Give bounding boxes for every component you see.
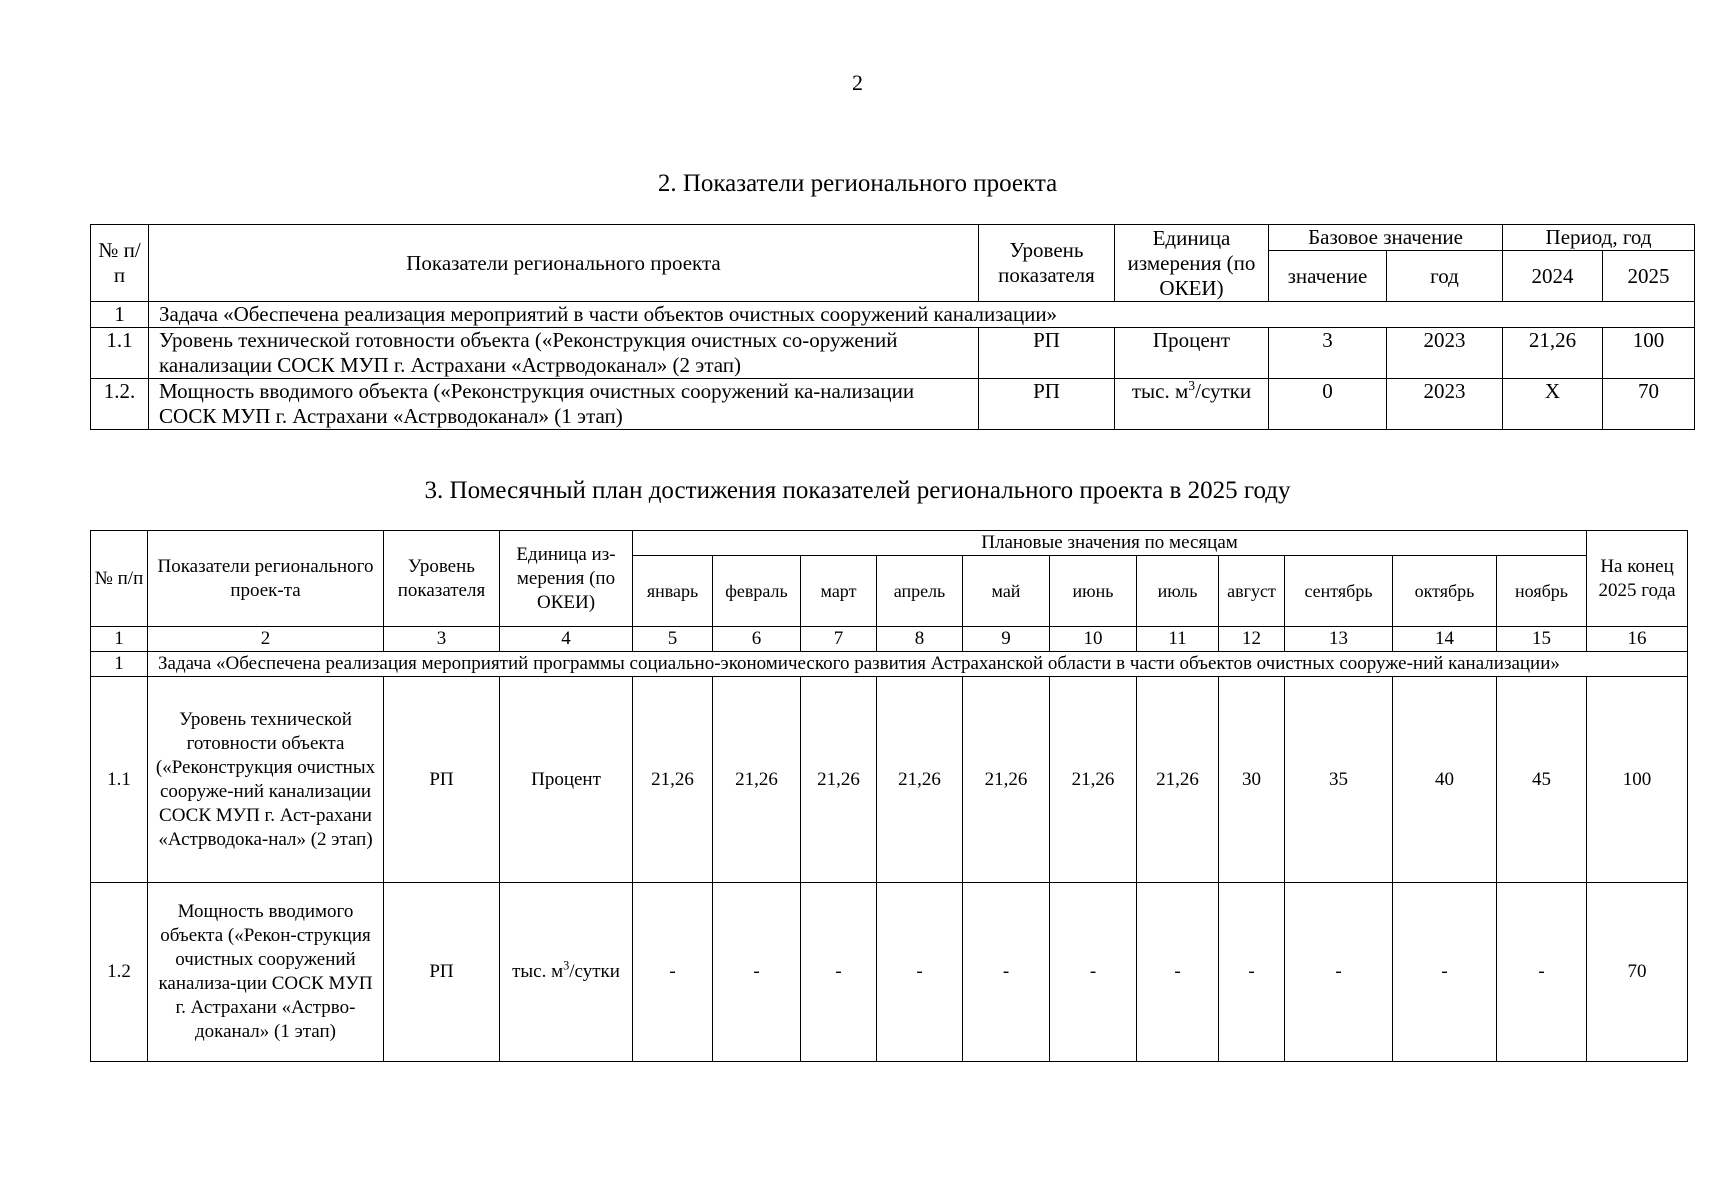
task-text: Задача «Обеспечена реализация мероприятий в части объектов очистных сооружений канализации» [149,302,1695,328]
month-value-oct: 40 [1393,677,1497,883]
header-num: № п/п [91,225,149,302]
column-index: 14 [1393,627,1497,652]
section-3-title: 3. Помесячный план достижения показателей регионального проекта в 2025 году [424,477,1291,504]
month-value-jun: 21,26 [1050,677,1137,883]
month-value-feb: - [713,883,801,1062]
row-value-2024: 21,26 [1503,328,1603,379]
page-number: 2 [852,70,863,95]
column-index: 6 [713,627,801,652]
end-of-year-value: 70 [1587,883,1688,1062]
row-level: РП [384,883,500,1062]
month-value-jun: - [1050,883,1137,1062]
table-row [91,677,1688,883]
row-unit [1115,379,1269,430]
month-value-mar: - [801,883,877,1062]
header-base-value: значение [1269,251,1387,302]
section-2-title: 2. Показатели регионального проекта [657,170,1058,197]
monthly-plan-table [90,530,1688,1062]
header-level: Уровень показателя [979,225,1115,302]
month-value-jul: - [1137,883,1219,1062]
month-value-apr: - [877,883,963,1062]
unit-superscript: 3 [563,958,570,973]
column-index: 4 [500,627,633,652]
row-value-2025: 100 [1603,328,1695,379]
row-unit [500,883,633,1062]
unit-text: Процент [1152,328,1231,352]
header-month-aug: август [1219,556,1285,627]
unit-text: тыс. м [512,961,564,982]
column-index: 5 [633,627,713,652]
header-month-oct: октябрь [1393,556,1497,627]
column-index: 16 [1587,627,1688,652]
row-indicator: Уровень технической готовности объекта («Реконструкция очистных со-оружений канализации СОСК МУП г. Астрахани «Астрводоканал» (2 этап) [149,328,979,379]
column-index-row [91,627,1688,652]
unit-text: тыс. м [1131,379,1189,403]
column-index: 13 [1285,627,1393,652]
header-num: № п/п [91,531,148,627]
column-index: 3 [384,627,500,652]
header-unit: Единица измерения (по ОКЕИ) [1115,225,1269,302]
table-row [91,883,1688,1062]
row-num: 1.2 [91,883,148,1062]
month-value-aug: - [1219,883,1285,1062]
month-value-aug: 30 [1219,677,1285,883]
row-level: РП [979,328,1115,379]
month-value-sep: 35 [1285,677,1393,883]
row-indicator: Уровень технической готовности объекта («Реконструкция очистных сооруже-ний канализации СОСК МУП г. Аст-рахани «Астрводока-нал» (2 этап) [148,677,384,883]
header-base: Базовое значение [1269,225,1503,251]
header-month-apr: апрель [877,556,963,627]
month-value-mar: 21,26 [801,677,877,883]
unit-superscript: 3 [1188,378,1196,393]
header-month-jun: июнь [1050,556,1137,627]
header-month-feb: февраль [713,556,801,627]
month-value-jul: 21,26 [1137,677,1219,883]
row-base-value: 3 [1269,328,1387,379]
month-value-sep: - [1285,883,1393,1062]
row-value-2025: 70 [1603,379,1695,430]
column-index: 8 [877,627,963,652]
row-level: РП [979,379,1115,430]
month-value-may: - [963,883,1050,1062]
unit-suffix: /сутки [569,961,620,982]
header-month-sep: сентябрь [1285,556,1393,627]
row-base-year: 2023 [1387,379,1503,430]
column-index: 2 [148,627,384,652]
column-index: 15 [1497,627,1587,652]
header-base-year: год [1387,251,1503,302]
task-text: Задача «Обеспечена реализация мероприятий программы социально-экономического развития Астраханской области в части объектов очистных сооруже-ний канализации» [148,652,1688,677]
row-unit [500,677,633,883]
header-month-mar: март [801,556,877,627]
header-end-of-year: На конец 2025 года [1587,531,1688,627]
row-unit [1115,328,1269,379]
header-level: Уровень показателя [384,531,500,627]
header-year-2024: 2024 [1503,251,1603,302]
row-level: РП [384,677,500,883]
row-num: 1.2. [91,379,149,430]
header-month-jan: январь [633,556,713,627]
month-value-nov: - [1497,883,1587,1062]
row-value-2024: Х [1503,379,1603,430]
table-row [91,379,1695,430]
month-value-apr: 21,26 [877,677,963,883]
row-indicator: Мощность вводимого объекта («Рекон-струкция очистных сооружений канализа-ции СОСК МУП г. Астрахани «Астрво-доканал» (1 этап) [148,883,384,1062]
row-num: 1.1 [91,328,149,379]
column-index: 12 [1219,627,1285,652]
row-indicator: Мощность вводимого объекта («Реконструкция очистных сооружений ка-нализации СОСК МУП г. Астрахани «Астрводоканал» (1 этап) [149,379,979,430]
row-base-year: 2023 [1387,328,1503,379]
month-value-feb: 21,26 [713,677,801,883]
header-unit: Единица из-мерения (по ОКЕИ) [500,531,633,627]
row-num: 1.1 [91,677,148,883]
month-value-oct: - [1393,883,1497,1062]
header-indicator: Показатели регионального проек-та [148,531,384,627]
header-month-jul: июль [1137,556,1219,627]
column-index: 9 [963,627,1050,652]
header-period: Период, год [1503,225,1695,251]
column-index: 10 [1050,627,1137,652]
column-index: 11 [1137,627,1219,652]
task-num: 1 [91,302,149,328]
header-indicator: Показатели регионального проекта [149,225,979,302]
header-monthly-plan: Плановые значения по месяцам [633,531,1587,556]
task-num: 1 [91,652,148,677]
month-value-may: 21,26 [963,677,1050,883]
column-index: 1 [91,627,148,652]
end-of-year-value: 100 [1587,677,1688,883]
unit-suffix: /сутки [1195,379,1252,403]
unit-text: Процент [531,768,601,790]
header-year-2025: 2025 [1603,251,1695,302]
indicators-table [90,224,1695,430]
header-month-may: май [963,556,1050,627]
row-base-value: 0 [1269,379,1387,430]
month-value-nov: 45 [1497,677,1587,883]
header-month-nov: ноябрь [1497,556,1587,627]
column-index: 7 [801,627,877,652]
month-value-jan: - [633,883,713,1062]
table-row [91,328,1695,379]
month-value-jan: 21,26 [633,677,713,883]
